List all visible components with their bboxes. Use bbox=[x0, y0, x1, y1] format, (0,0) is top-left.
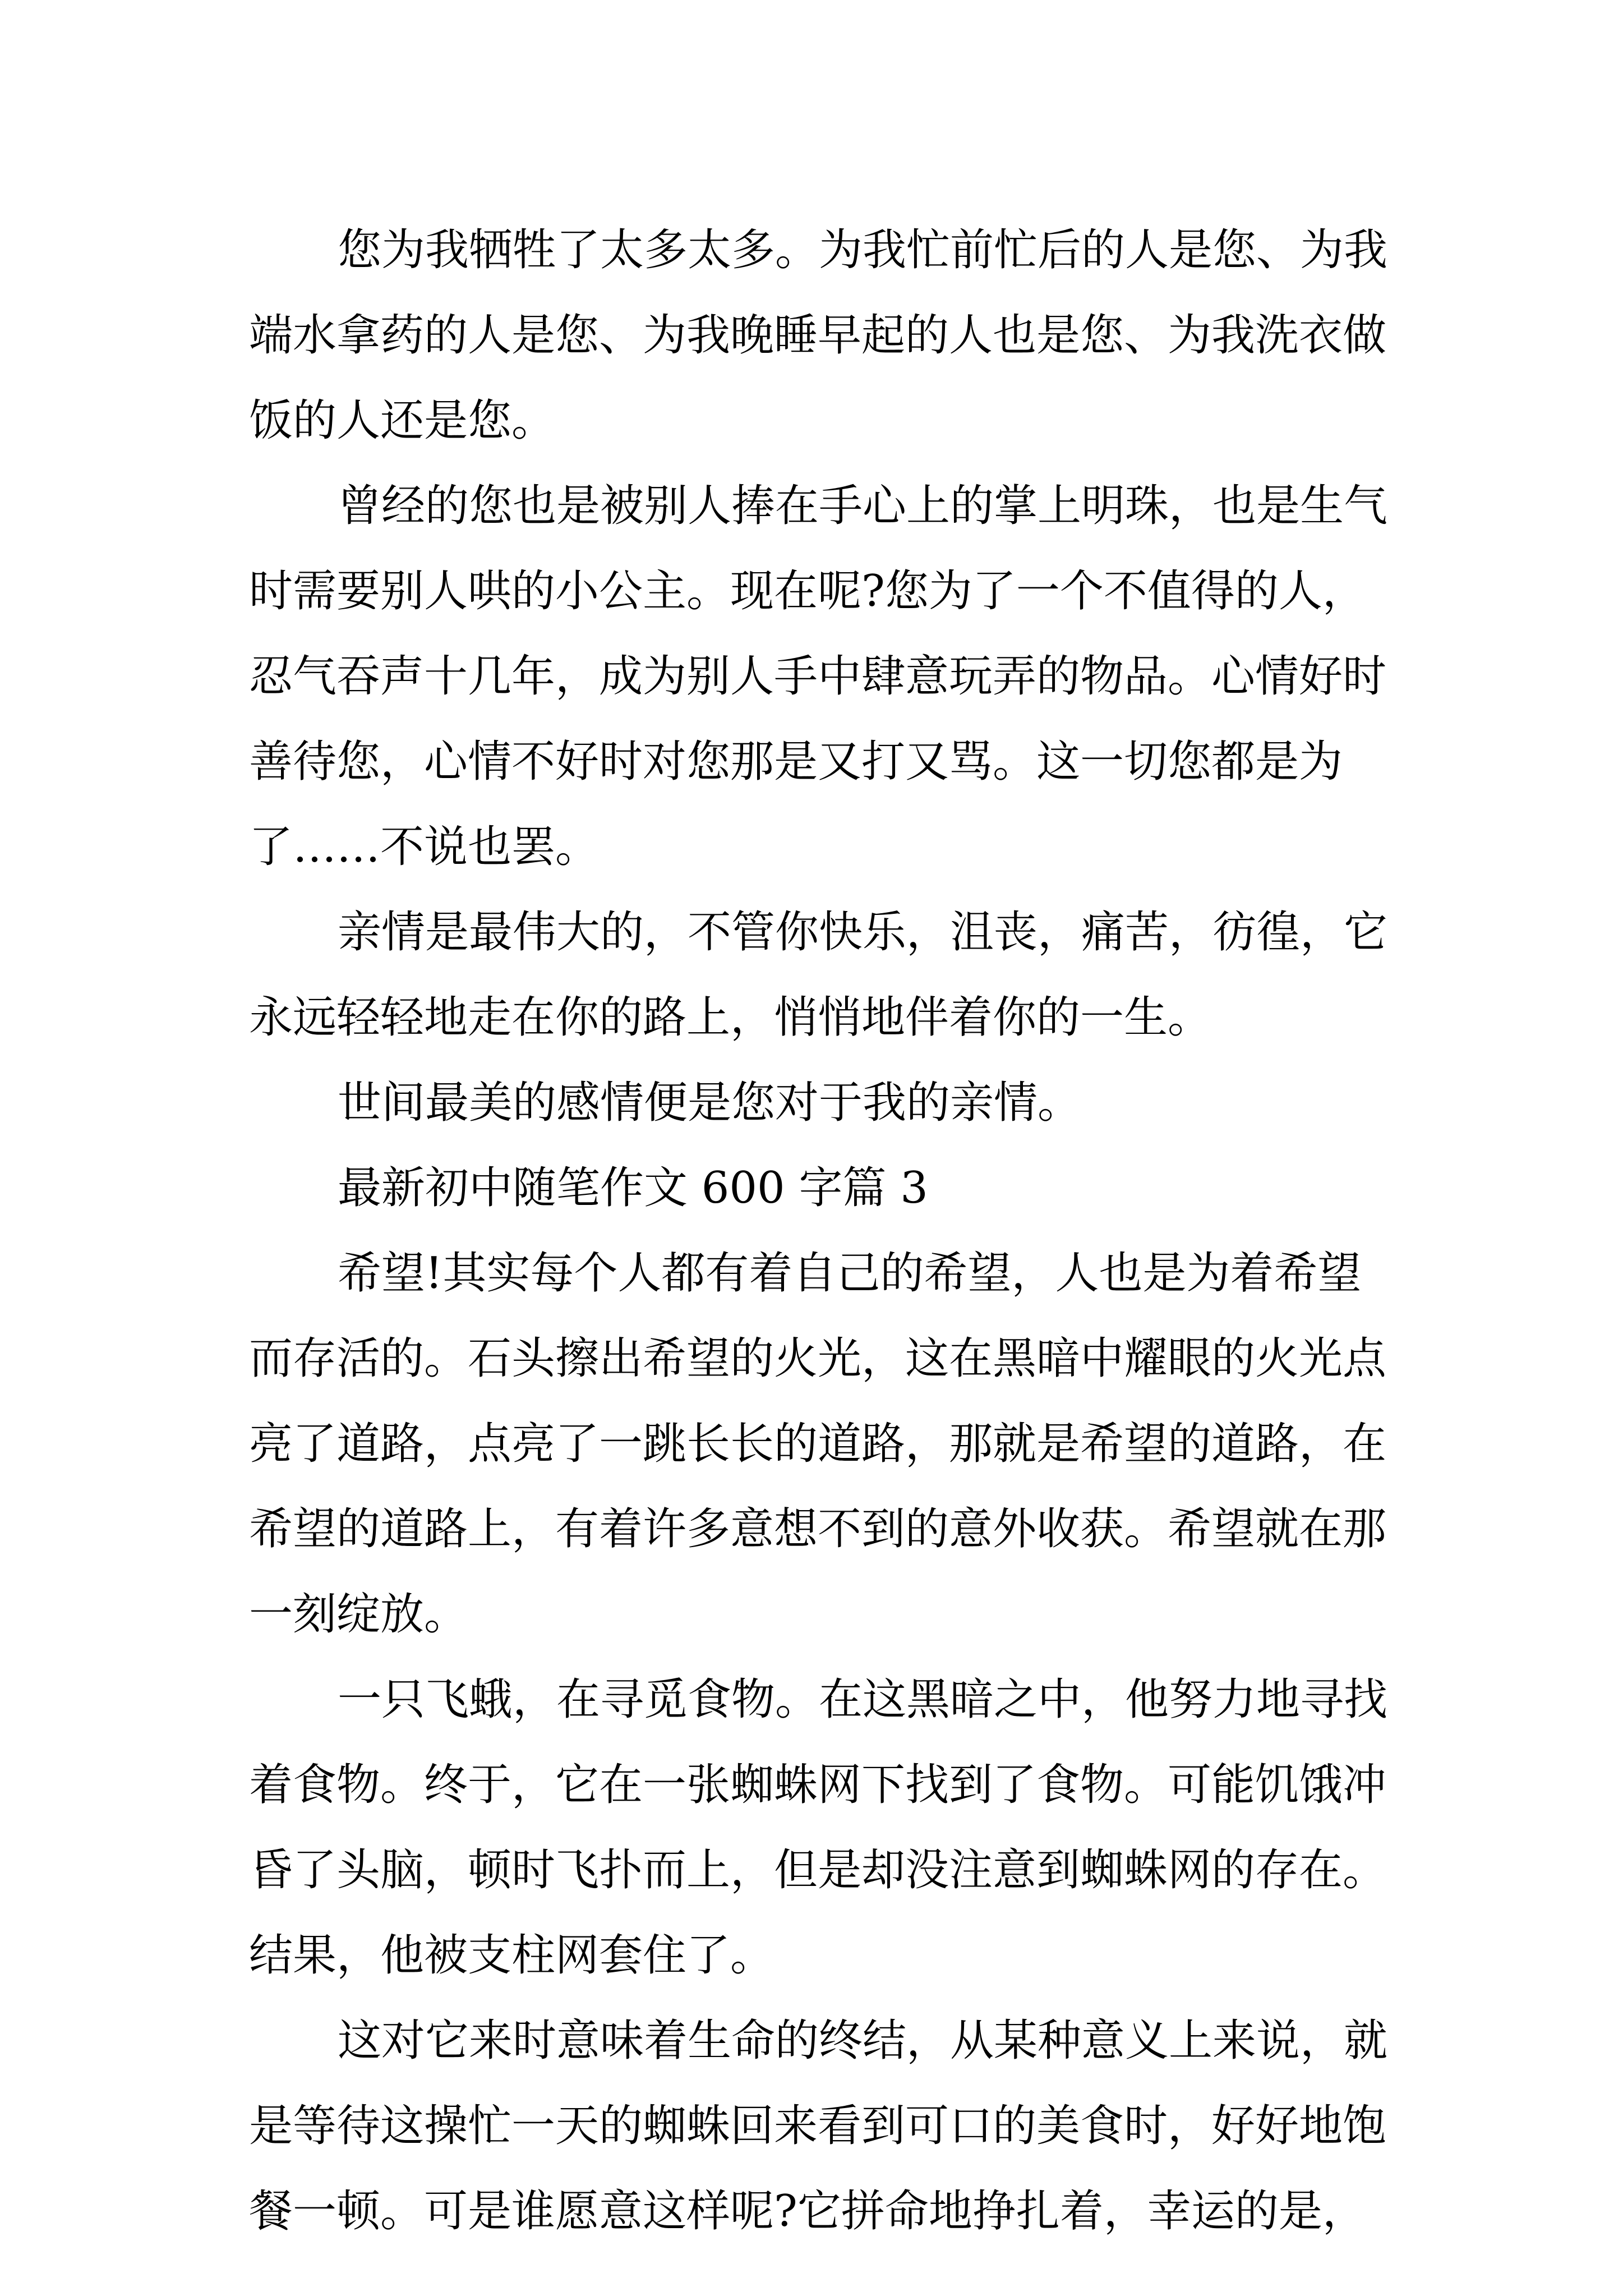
text-line: 亮了道路，点亮了一跳长长的道路，那就是希望的道路，在 bbox=[249, 1419, 1387, 1469]
text-line: 希望!其实每个人都有着自己的希望，人也是为着希望 bbox=[338, 1248, 1362, 1299]
text-line: 结果，他被支柱网套住了。 bbox=[249, 1930, 774, 1981]
text-line: 一只飞蛾，在寻觅食物。在这黑暗之中，他努力地寻找 bbox=[338, 1674, 1388, 1725]
text-line: 善待您，心情不好时对您那是又打又骂。这一切您都是为 bbox=[249, 737, 1343, 787]
text-line: 这对它来时意味着生命的终结，从某种意义上来说，就 bbox=[338, 2016, 1388, 2066]
text-line: 昏了头脑，顿时飞扑而上，但是却没注意到蜘蛛网的存在。 bbox=[249, 1845, 1387, 1895]
text-line: 您为我牺牲了太多太多。为我忙前忙后的人是您、为我 bbox=[338, 225, 1388, 275]
text-line: 而存活的。石头擦出希望的火光，这在黑暗中耀眼的火光点 bbox=[249, 1333, 1387, 1384]
text-line: 世间最美的感情便是您对于我的亲情。 bbox=[338, 1078, 1082, 1128]
text-line: 饭的人还是您。 bbox=[249, 395, 556, 446]
text-line: 着食物。终于，它在一张蜘蛛网下找到了食物。可能饥饿冲 bbox=[249, 1760, 1387, 1810]
text-line: 餐一顿。可是谁愿意这样呢?它拼命地挣扎着，幸运的是， bbox=[249, 2186, 1366, 2237]
text-line: 端水拿药的人是您、为我晚睡早起的人也是您、为我洗衣做 bbox=[249, 310, 1387, 361]
text-line: 了……不说也罢。 bbox=[249, 822, 600, 872]
text-line: 曾经的您也是被别人捧在手心上的掌上明珠，也是生气 bbox=[338, 481, 1388, 531]
text-line: 永远轻轻地走在你的路上，悄悄地伴着你的一生。 bbox=[249, 992, 1212, 1043]
text-line: 忍气吞声十几年，成为别人手中肆意玩弄的物品。心情好时 bbox=[249, 651, 1387, 702]
document-page bbox=[249, 208, 1399, 2254]
text-line: 亲情是最伟大的，不管你快乐，沮丧，痛苦，彷徨，它 bbox=[338, 907, 1388, 958]
text-line: 时需要别人哄的小公主。现在呢?您为了一个不值得的人， bbox=[249, 566, 1366, 616]
section-heading: 最新初中随笔作文 600 字篇 3 bbox=[338, 1163, 928, 1213]
text-line: 希望的道路上，有着许多意想不到的意外收获。希望就在那 bbox=[249, 1504, 1387, 1554]
text-line: 是等待这操忙一天的蜘蛛回来看到可口的美食时，好好地饱 bbox=[249, 2101, 1387, 2151]
text-line: 一刻绽放。 bbox=[249, 1589, 468, 1640]
